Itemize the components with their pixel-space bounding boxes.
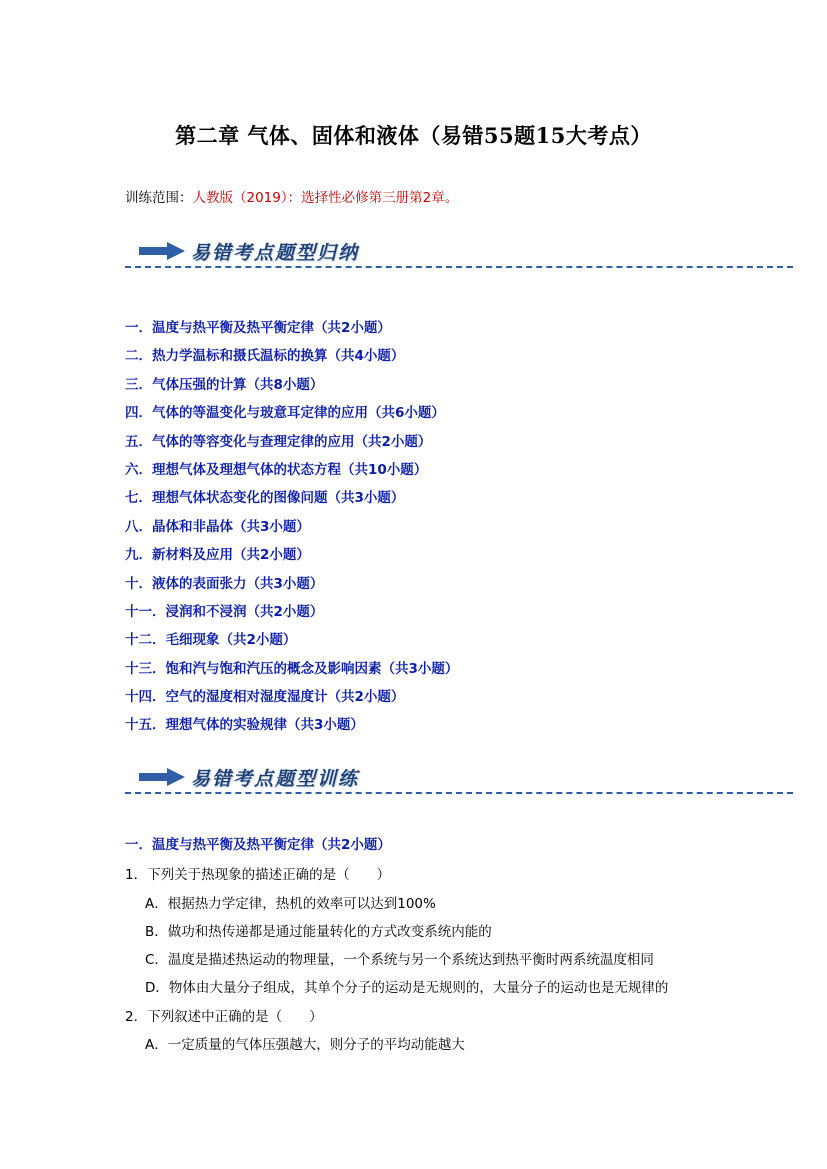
topic-list <box>125 318 458 744</box>
banner-summary <box>125 234 793 268</box>
topic-item[interactable]: 二．热力学温标和摄氏温标的换算（共4小题） <box>125 348 405 365</box>
section-heading: 一．温度与热平衡及热平衡定律（共2小题） <box>125 837 391 853</box>
question-2-stem: 2．下列叙述中正确的是（ ） <box>125 1009 323 1025</box>
banner-divider <box>125 266 793 268</box>
topic-item[interactable]: 一．温度与热平衡及热平衡定律（共2小题） <box>125 320 391 336</box>
topic-item[interactable]: 十五．理想气体的实验规律（共3小题） <box>125 717 364 734</box>
question-1-option-a: A．根据热力学定律，热机的效率可以达到100% <box>145 896 436 912</box>
topic-item[interactable]: 十二．毛细现象（共2小题） <box>125 632 297 649</box>
question-1-option-d: D．物体由大量分子组成，其单个分子的运动是无规则的，大量分子的运动也是无规律的 <box>145 980 669 996</box>
training-scope <box>125 186 458 206</box>
question-1-option-b: B．做功和热传递都是通过能量转化的方式改变系统内能的 <box>145 924 492 940</box>
banner-summary-title: 易错考点题型归纳 <box>191 242 360 264</box>
scope-label: 训练范围： <box>125 190 193 206</box>
document-title: 第二章 气体、固体和液体（易错55题15大考点） <box>175 123 652 148</box>
topic-item[interactable]: 九．新材料及应用（共2小题） <box>125 547 310 564</box>
topic-item[interactable]: 十三．饱和汽与饱和汽压的概念及影响因素（共3小题） <box>125 660 459 677</box>
topic-item[interactable]: 七．理想气体状态变化的图像问题（共3小题） <box>125 490 405 507</box>
question-2-option-a: A．一定质量的气体压强越大，则分子的平均动能越大 <box>145 1037 465 1053</box>
banner-practice <box>125 760 793 794</box>
question-1-stem: 1．下列关于热现象的描述正确的是（ ） <box>125 867 391 883</box>
topic-item[interactable]: 五．气体的等容变化与查理定律的应用（共2小题） <box>125 433 432 450</box>
right-arrow-icon <box>139 242 185 260</box>
banner-practice-title: 易错考点题型训练 <box>191 768 360 790</box>
question-1-option-c: C．温度是描述热运动的物理量，一个系统与另一个系统达到热平衡时两系统温度相同 <box>145 952 654 968</box>
topic-item[interactable]: 八．晶体和非晶体（共3小题） <box>125 518 310 535</box>
topic-item[interactable]: 十四．空气的湿度相对湿度湿度计（共2小题） <box>125 689 405 706</box>
topic-item[interactable]: 三．气体压强的计算（共8小题） <box>125 376 324 393</box>
topic-item[interactable]: 十一．浸润和不浸润（共2小题） <box>125 603 324 620</box>
scope-value: 人教版（2019）：选择性必修第三册第2章。 <box>192 190 459 206</box>
topic-item[interactable]: 十．液体的表面张力（共3小题） <box>125 575 324 592</box>
banner-divider <box>125 792 793 794</box>
topic-item[interactable]: 六．理想气体及理想气体的状态方程（共10小题） <box>125 461 428 478</box>
right-arrow-icon <box>139 768 185 786</box>
topic-item[interactable]: 四．气体的等温变化与玻意耳定律的应用（共6小题） <box>125 405 445 422</box>
